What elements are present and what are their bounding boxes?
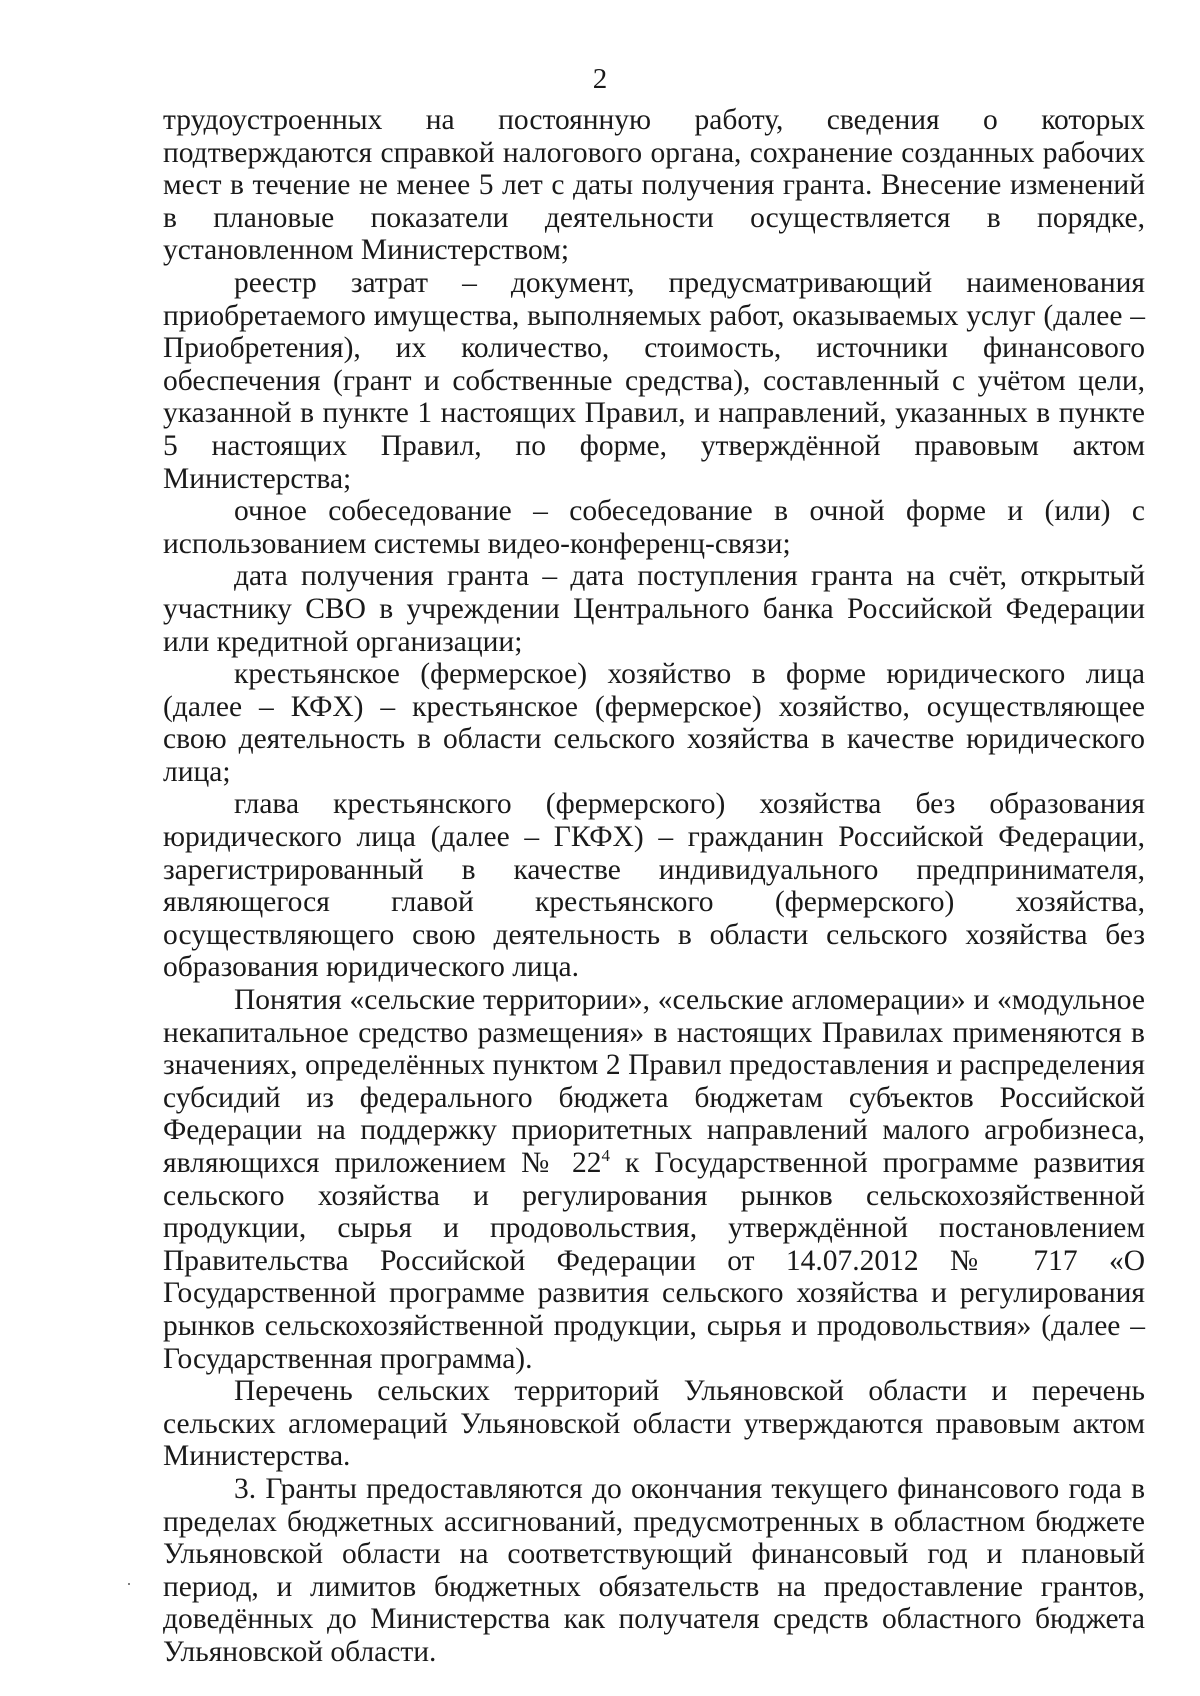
page-number: 2 xyxy=(592,63,608,95)
paragraph-grant-provision-clause-3: 3. Гранты предоставляются до окончания текущего финансового года в пределах бюджетных ассигнований, предусмотренных в областном бюджете Ульяновской области на соответствующий финансовый год и плановый период, и лимитов бюджетных обязательств на предоставление грантов, доведённых до Министерства как получателя средств областного бюджета Ульяновской области. xyxy=(163,1472,1145,1668)
paragraph-grant-date-definition: дата получения гранта – дата поступления гранта на счёт, открытый участнику СВО в учреждении Центрального банка Российской Федерации или кредитной организации; xyxy=(163,560,1145,658)
paragraph-kfh-definition: крестьянское (фермерское) хозяйство в форме юридического лица (далее – КФХ) – крестьянское (фермерское) хозяйство, осуществляющее свою деятельность в области сельского хозяйства в качестве юридического лица; xyxy=(163,658,1145,788)
paragraph-interview-definition: очное собеседование – собеседование в очной форме и (или) с использованием системы видео-конференц-связи; xyxy=(163,495,1145,560)
paragraph-cost-register-definition: реестр затрат – документ, предусматривающий наименования приобретаемого имущества, выполняемых работ, оказываемых услуг (далее – Приобретения), их количество, стоимость, источники финансового обеспечения (грант и собственные средства), составленный с учётом цели, указанной в пункте 1 настоящих Правил, и направлений, указанных в пункте 5 настоящих Правил, по форме, утверждённой правовым актом Министерства; xyxy=(163,266,1145,495)
paragraph-territories-list: Перечень сельских территорий Ульяновской области и перечень сельских агломераций Ульяновской области утверждаются правовым актом Министерства. xyxy=(163,1375,1145,1473)
paragraph-gkfh-definition: глава крестьянского (фермерского) хозяйства без образования юридического лица (далее – ГКФХ) – гражданин Российской Федерации, зарегистрированный в качестве индивидуального предпринимателя, являющегося главой крестьянского (фермерского) хозяйства, осуществляющего свою деятельность в области сельского хозяйства без образования юридического лица. xyxy=(163,788,1145,984)
appendix-superscript: 4 xyxy=(601,1146,610,1166)
scan-speck xyxy=(128,1583,130,1585)
paragraph-terms-reference xyxy=(163,984,1145,1375)
document-body xyxy=(163,104,1145,1669)
terms-text-after: к Государственной программе развития сельского хозяйства и регулирования рынков сельскохозяйственной продукции, сырья и продовольствия, утверждённой постановлением Правительства Российской Федерации от 14.07.2012 № 717 «О Государственной программе развития сельского хозяйства и регулирования рынков сельскохозяйственной продукции, сырья и продовольствия» (далее – Государственная программа). xyxy=(163,1147,1145,1375)
paragraph-employment-continuation: трудоустроенных на постоянную работу, сведения о которых подтверждаются справкой налогового органа, сохранение созданных рабочих мест в течение не менее 5 лет с даты получения гранта. Внесение изменений в плановые показатели деятельности осуществляется в порядке, установленном Министерством; xyxy=(163,104,1145,267)
terms-text-before: Понятия «сельские территории», «сельские агломерации» и «модульное некапитальное средство размещения» в настоящих Правилах применяются в значениях, определённых пунктом 2 Правил предоставления и распределения субсидий из федерального бюджета бюджетам субъектов Российской Федерации на поддержку приоритетных направлений малого агробизнеса, являющихся приложением № 22 xyxy=(163,984,1145,1179)
